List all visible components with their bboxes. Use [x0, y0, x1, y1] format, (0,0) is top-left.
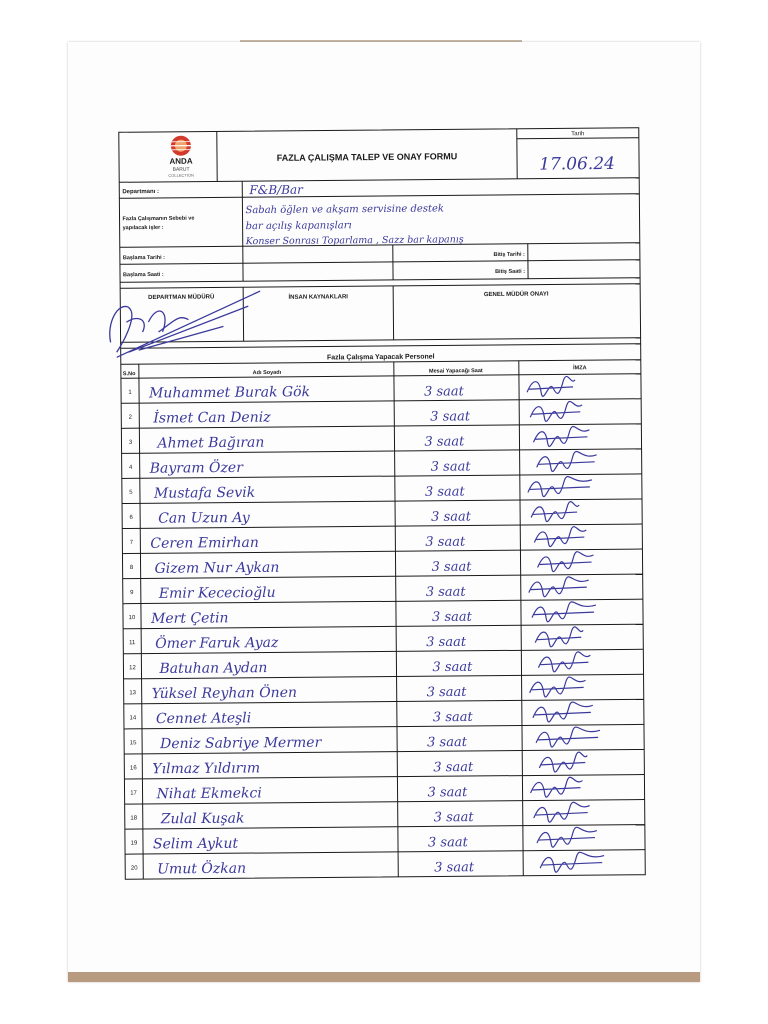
- row-number: 9: [130, 590, 134, 597]
- row-number: 6: [129, 514, 133, 521]
- employee-name: Yılmaz Yıldırım: [152, 760, 261, 778]
- end-date-label: Bitiş Tarihi :: [493, 251, 525, 259]
- row-number: 19: [130, 840, 138, 847]
- overtime-hours: 3 saat: [423, 384, 464, 400]
- employee-signature: [532, 602, 596, 622]
- row-number: 14: [129, 715, 137, 722]
- table-row: [130, 552, 594, 578]
- reason-line-3: Konser Sonrası Toparlama , Sazz bar kapanış: [245, 234, 464, 248]
- employee-name: Batuhan Aydan: [159, 660, 268, 678]
- row-number: 5: [129, 489, 133, 496]
- table-row: [128, 401, 582, 427]
- table-row: [129, 451, 597, 477]
- table-row: [128, 376, 575, 402]
- employee-name: Mert Çetin: [150, 610, 229, 627]
- employee-name: Zulal Kuşak: [160, 810, 245, 828]
- employee-name: Deniz Sabriye Mermer: [160, 734, 322, 753]
- employee-signature: [534, 802, 590, 822]
- employee-signature: [537, 451, 597, 471]
- start-time-label: Başlama Saati :: [123, 271, 164, 279]
- logo-sub2: COLLECTION: [168, 172, 194, 178]
- table-row: [130, 527, 587, 553]
- table-row: [130, 802, 590, 828]
- general-manager-label: GENEL MÜDÜR ONAYI: [483, 291, 549, 299]
- employee-name: Ahmet Bağıran: [157, 434, 265, 452]
- date-value: 17.06.24: [539, 153, 616, 175]
- department-value: F&B/Bar: [249, 182, 303, 198]
- overtime-hours: 3 saat: [434, 860, 475, 876]
- employee-name: Ömer Faruk Ayaz: [155, 634, 279, 653]
- row-number: 10: [128, 615, 136, 622]
- col-name-header: Adı Soyadı: [252, 369, 282, 377]
- reason-line-1: Sabah öğlen ve akşam servisine destek: [245, 203, 444, 217]
- overtime-hours: 3 saat: [425, 584, 466, 601]
- overtime-hours: 3 saat: [427, 835, 468, 851]
- employee-signature: [528, 476, 592, 496]
- employee-signature: [530, 401, 582, 421]
- overtime-hours: 3 saat: [424, 484, 465, 500]
- overtime-hours: 3 saat: [427, 785, 468, 801]
- employee-signature: [537, 827, 597, 847]
- employee-name: Mustafa Sevik: [153, 484, 256, 502]
- employee-signature: [536, 727, 600, 747]
- overtime-hours: 3 saat: [424, 434, 465, 450]
- overtime-hours: 3 saat: [426, 684, 467, 701]
- employee-signature: [531, 502, 579, 522]
- employee-name: Yüksel Reyhan Önen: [151, 684, 298, 703]
- overtime-hours: 3 saat: [432, 709, 473, 726]
- reason-label-2: yapılacak işler :: [122, 224, 164, 232]
- row-number: 2: [128, 414, 132, 421]
- start-date-label: Başlama Tarihi :: [122, 254, 165, 262]
- end-time-label: Bitiş Saati :: [495, 268, 526, 275]
- table-row: [131, 827, 598, 853]
- overtime-hours: 3 saat: [426, 634, 467, 651]
- row-number: 18: [130, 815, 138, 822]
- row-number: 13: [129, 690, 137, 697]
- employee-name: Gizem Nur Aykan: [154, 559, 280, 577]
- employee-name: Can Uzun Ay: [158, 509, 250, 527]
- table-row: [129, 627, 583, 653]
- employee-signature: [527, 376, 575, 396]
- row-number: 7: [129, 539, 134, 547]
- col-hours-header: Mesai Yapacağı Saat: [428, 368, 483, 375]
- row-number: 15: [129, 740, 137, 747]
- table-row: [130, 752, 588, 778]
- employee-name: Bayram Özer: [149, 459, 243, 477]
- overtime-hours: 3 saat: [430, 459, 471, 475]
- table-row: [130, 727, 601, 753]
- row-number: 3: [128, 439, 133, 446]
- col-signature-header: İMZA: [573, 365, 587, 372]
- overtime-hours: 3 saat: [431, 559, 472, 575]
- row-number: 16: [129, 765, 137, 772]
- employee-name: Selim Aykut: [152, 835, 239, 853]
- row-number: 8: [129, 565, 134, 572]
- employee-name: Nihat Ekmekci: [156, 785, 262, 803]
- row-number: 17: [130, 790, 137, 797]
- employee-signature: [537, 552, 593, 572]
- row-number: 11: [129, 640, 136, 647]
- employee-name: Umut Özkan: [157, 860, 247, 878]
- table-row: [129, 677, 586, 703]
- employee-signature: [539, 752, 587, 772]
- employee-name: İsmet Can Deniz: [153, 409, 271, 427]
- overtime-hours: 3 saat: [433, 810, 474, 826]
- employee-signature: [530, 777, 582, 797]
- employee-signature: [535, 627, 583, 647]
- employee-signature: [540, 852, 604, 872]
- table-row: [129, 502, 579, 528]
- employee-signature: [538, 652, 590, 672]
- overtime-hours: 3 saat: [433, 759, 474, 776]
- employee-name: Cennet Ateşli: [155, 710, 252, 728]
- table-row: [131, 852, 605, 878]
- table-row: [129, 476, 592, 502]
- overtime-hours: 3 saat: [432, 659, 473, 676]
- employee-signature: [533, 702, 593, 722]
- employee-signature: [530, 677, 586, 697]
- department-manager-label: DEPARTMAN MÜDÜRÜ: [148, 294, 215, 302]
- overtime-hours: 3 saat: [431, 509, 472, 525]
- date-label: Tarih: [571, 131, 585, 138]
- personnel-section-title: Fazla Çalışma Yapacak Personel: [326, 353, 435, 362]
- employee-signature: [529, 577, 589, 597]
- table-row: [130, 577, 589, 603]
- logo-name: ANDA: [169, 156, 193, 166]
- employee-signature: [534, 527, 586, 547]
- employee-name: Muhammet Burak Gök: [148, 384, 311, 402]
- col-no-header: S.No: [122, 371, 136, 378]
- overtime-hours: 3 saat: [431, 609, 472, 626]
- overtime-hours: 3 saat: [430, 409, 471, 425]
- row-number: 12: [129, 665, 136, 672]
- row-number: 20: [130, 865, 138, 872]
- form-title: FAZLA ÇALIŞMA TALEP VE ONAY FORMU: [276, 151, 458, 163]
- hr-label: İNSAN KAYNAKLARI: [288, 294, 348, 301]
- anda-logo: [168, 136, 194, 178]
- table-row: [130, 777, 583, 803]
- row-number: 1: [128, 389, 132, 396]
- logo-sub1: BARUT: [172, 166, 190, 173]
- table-row: [129, 426, 590, 452]
- employee-name: Ceren Emirhan: [150, 534, 259, 552]
- overtime-hours: 3 saat: [425, 534, 466, 550]
- employee-signature: [533, 426, 589, 446]
- employee-name: Emir Kececioğlu: [158, 584, 276, 602]
- reason-label-1: Fazla Çalışmanın Sebebi ve: [122, 215, 195, 223]
- row-number: 4: [129, 464, 133, 471]
- overtime-hours: 3 saat: [427, 734, 467, 751]
- reason-line-2: bar açılış kapanışları: [245, 220, 352, 233]
- department-label: Departmanı :: [122, 188, 160, 196]
- table-row: [129, 602, 597, 628]
- table-row: [129, 702, 593, 728]
